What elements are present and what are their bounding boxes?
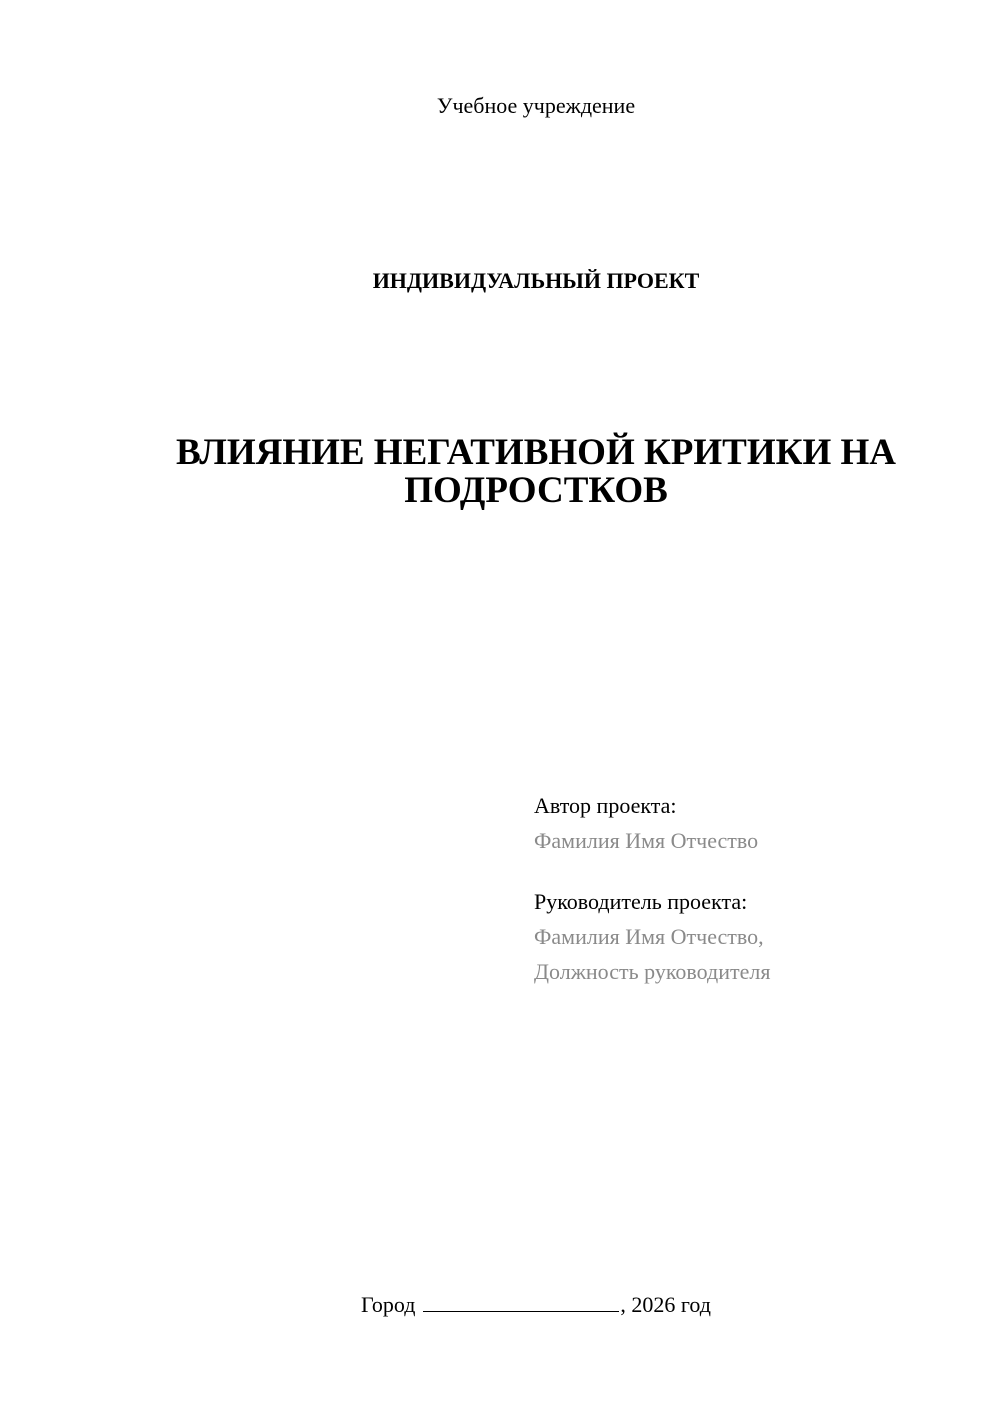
city-label: Город bbox=[361, 1292, 416, 1317]
institution-name: Учебное учреждение bbox=[436, 93, 636, 118]
project-title-line-1: ВЛИЯНИЕ НЕГАТИВНОЙ КРИТИКИ НА bbox=[175, 432, 897, 473]
author-name-placeholder: Фамилия Имя Отчество bbox=[534, 828, 759, 853]
project-title bbox=[0, 434, 1000, 510]
city-blank-line bbox=[423, 1291, 619, 1312]
project-title-line-2: ПОДРОСТКОВ bbox=[404, 470, 668, 511]
author-supervisor-block bbox=[534, 788, 770, 989]
project-type-heading: ИНДИВИДУАЛЬНЫЙ ПРОЕКТ bbox=[372, 268, 700, 293]
year-text: , 2026 год bbox=[620, 1292, 711, 1317]
supervisor-position-placeholder: Должность руководителя bbox=[534, 959, 771, 984]
author-label: Автор проекта: bbox=[534, 793, 677, 818]
city-year-line bbox=[0, 1291, 1000, 1319]
supervisor-name-placeholder: Фамилия Имя Отчество, bbox=[534, 924, 764, 949]
spacer bbox=[534, 858, 770, 884]
supervisor-label: Руководитель проекта: bbox=[534, 889, 748, 914]
